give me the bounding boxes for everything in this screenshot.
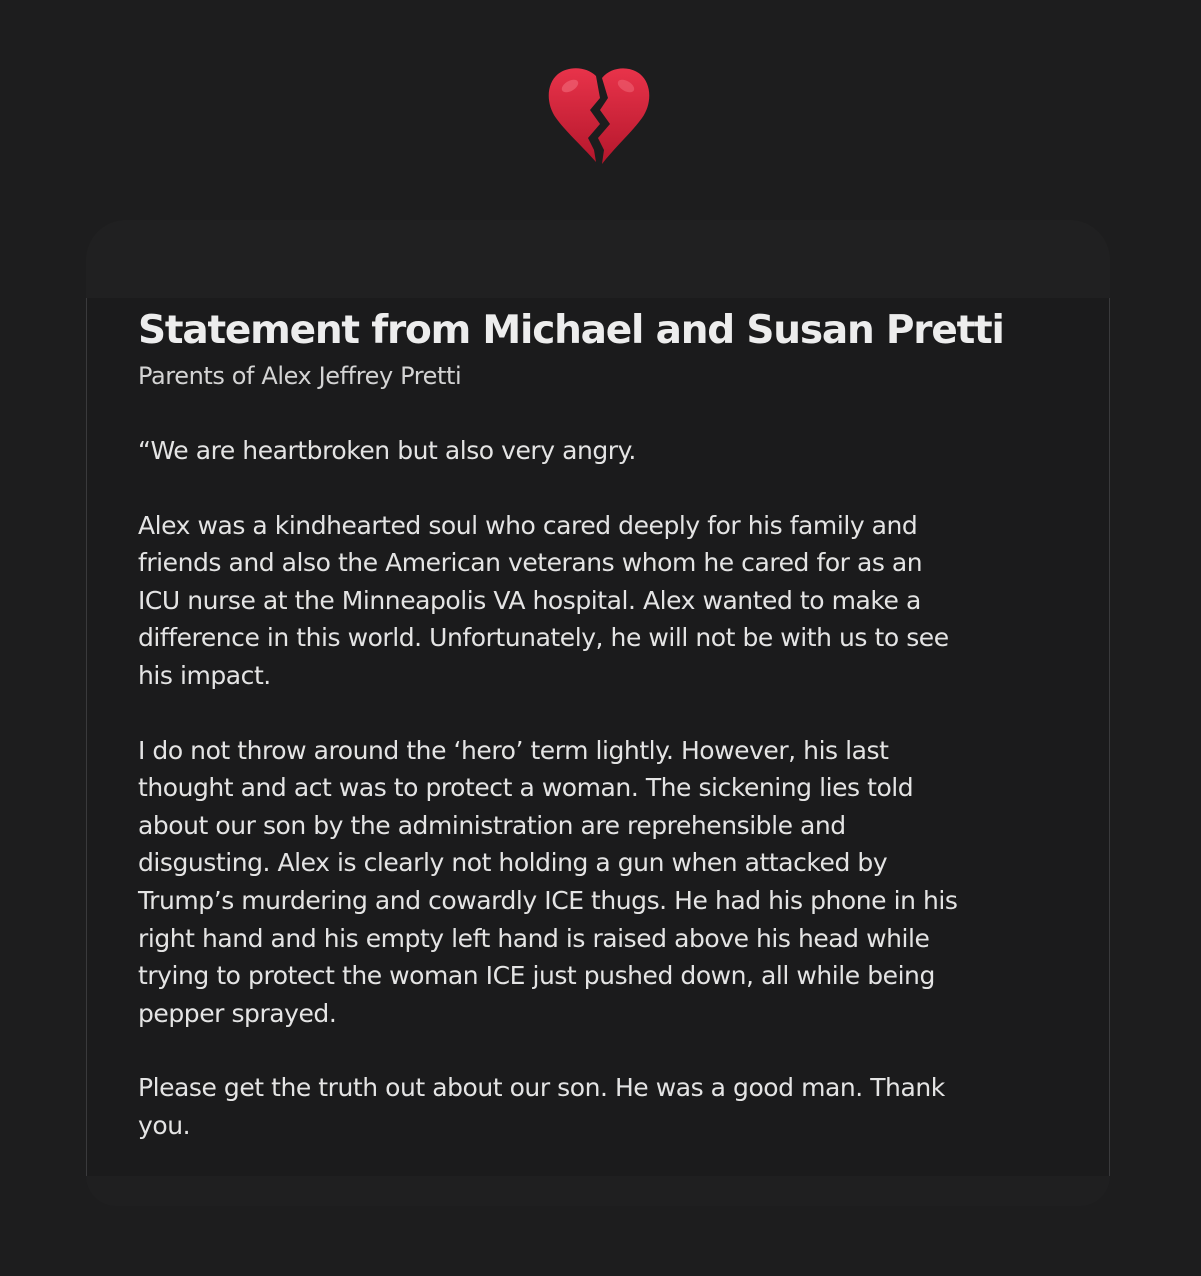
paragraph-line: disgusting. Alex is clearly not holding a gun when attacked by (138, 848, 888, 878)
statement-subtitle: Parents of Alex Jeffrey Pretti (138, 362, 462, 390)
statement-paragraph (138, 432, 1078, 470)
paragraph-line: about our son by the administration are reprehensible and (138, 810, 846, 840)
statement-paragraph (138, 507, 1078, 695)
card-footer-area (86, 1176, 1110, 1206)
paragraph-line: difference in this world. Unfortunately, he will not be with us to see (138, 623, 949, 653)
paragraph-line: Trump’s murdering and cowardly ICE thugs. He had his phone in his (138, 885, 958, 915)
paragraph-line: right hand and his empty left hand is raised above his head while (138, 923, 930, 953)
paragraph-line: “We are heartbroken but also very angry. (138, 436, 636, 465)
paragraph-line: you. (138, 1110, 191, 1140)
statement-paragraph (138, 1069, 1078, 1144)
statement-content (138, 304, 1078, 1145)
card-header-area (86, 220, 1110, 300)
paragraph-line: his impact. (138, 660, 271, 690)
paragraph-line: ICU nurse at the Minneapolis VA hospital. Alex wanted to make a (138, 585, 921, 615)
paragraph-line: Alex was a kindhearted soul who cared deeply for his family and (138, 510, 918, 540)
statement-title: Statement from Michael and Susan Pretti (138, 308, 1004, 353)
paragraph-line: I do not throw around the ‘hero’ term lightly. However, his last (138, 735, 889, 765)
broken-heart-icon (544, 64, 654, 170)
paragraph-line: Please get the truth out about our son. He was a good man. Thank (138, 1073, 945, 1103)
paragraph-line: pepper sprayed. (138, 998, 337, 1028)
paragraph-line: friends and also the American veterans whom he cared for as an (138, 548, 923, 578)
paragraph-line: thought and act was to protect a woman. The sickening lies told (138, 773, 914, 803)
paragraph-line: trying to protect the woman ICE just pushed down, all while being (138, 961, 935, 991)
statement-paragraph (138, 732, 1078, 1033)
